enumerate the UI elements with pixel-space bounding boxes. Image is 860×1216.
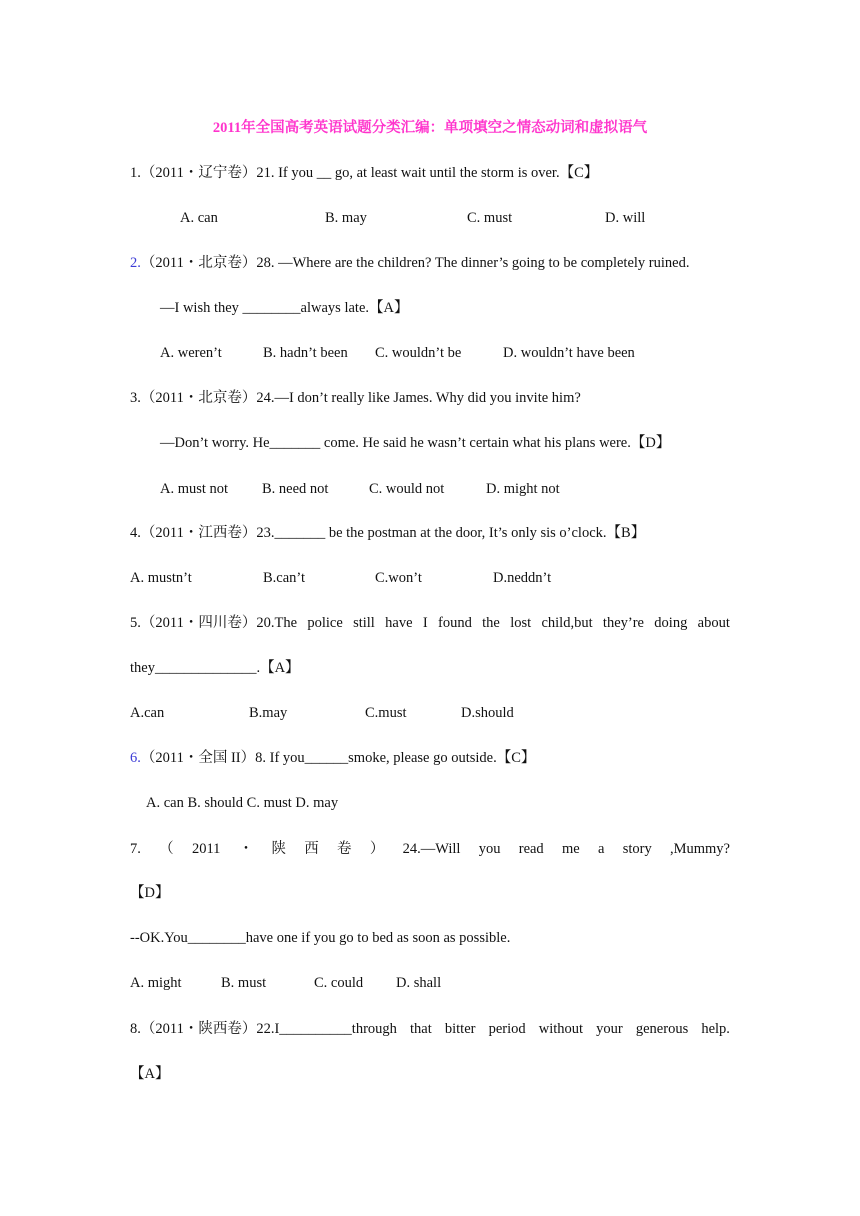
q5-option-d: D.should xyxy=(461,705,514,721)
q7-word: you xyxy=(478,841,501,857)
q5-word: about xyxy=(697,615,730,631)
q2-option-c: C. wouldn’t be xyxy=(375,345,462,361)
q3-option-c: C. would not xyxy=(369,481,445,497)
q8-word: help. xyxy=(701,1021,730,1037)
question-7-stem xyxy=(130,839,730,859)
q5-word: I xyxy=(422,615,428,631)
question-6-options: A. can B. should C. must D. may xyxy=(146,795,339,811)
question-3-reply: —Don’t worry. He_______ come. He said he wasn’t certain what his plans were.【D】 xyxy=(160,435,671,451)
q5-option-c: C.must xyxy=(365,705,407,721)
q2-option-b: B. hadn’t been xyxy=(263,345,348,361)
page-title: 2011年全国高考英语试题分类汇编：单项填空之情态动词和虚拟语气 xyxy=(212,120,648,136)
question-5-stem xyxy=(130,613,730,633)
question-4-stem: 4.（2011・江西卷）23._______ be the postman at the door, It’s only sis o’clock.【B】 xyxy=(130,525,646,541)
question-2-text: （2011・北京卷）28. —Where are the children? The dinner’s going to be completely ruined. xyxy=(140,255,690,271)
q7-word: ,Mummy? xyxy=(669,841,730,857)
question-6-number: 6. xyxy=(130,750,141,766)
q2-option-a: A. weren’t xyxy=(160,345,222,361)
q7-word: story xyxy=(622,841,652,857)
q7-word: ） xyxy=(369,841,385,857)
q5-word: have xyxy=(385,615,413,631)
question-8-answer: 【A】 xyxy=(130,1066,170,1082)
q7-word: 陕 xyxy=(271,841,286,857)
question-2-number: 2. xyxy=(130,255,141,271)
q7-option-b: B. must xyxy=(221,975,267,991)
q3-option-d: D. might not xyxy=(486,481,560,497)
q7-word: ・ xyxy=(238,841,254,857)
q7-word: a xyxy=(597,841,605,857)
q5-word: still xyxy=(353,615,375,631)
q5-option-b: B.may xyxy=(249,705,288,721)
q7-word: （ xyxy=(159,841,174,857)
q5-word: they’re xyxy=(602,615,644,631)
question-5-stem-end: they______________.【A】 xyxy=(130,660,300,676)
q1-option-a: A. can xyxy=(180,210,218,226)
q4-option-b: B.can’t xyxy=(263,570,306,586)
q8-word: that xyxy=(410,1021,432,1037)
question-2-reply: —I wish they ________always late.【A】 xyxy=(160,300,409,316)
question-1-stem: 1.（2011・辽宁卷）21. If you __ go, at least wait until the storm is over.【C】 xyxy=(130,165,599,181)
q1-option-c: C. must xyxy=(467,210,513,226)
q1-option-b: B. may xyxy=(325,210,367,226)
q3-option-a: A. must not xyxy=(160,481,229,497)
question-2-stem xyxy=(130,253,689,273)
q7-word: 卷 xyxy=(337,841,352,857)
q4-option-a: A. mustn’t xyxy=(130,570,192,586)
q7-option-a: A. might xyxy=(130,975,182,991)
q8-word: period xyxy=(488,1021,526,1037)
q8-word: bitter xyxy=(444,1021,476,1037)
q4-option-c: C.won’t xyxy=(375,570,422,586)
question-6-stem xyxy=(130,748,535,768)
q3-option-b: B. need not xyxy=(262,481,329,497)
q7-option-d: D. shall xyxy=(396,975,442,991)
q7-option-c: C. could xyxy=(314,975,364,991)
q4-option-d: D.neddn’t xyxy=(493,570,552,586)
q7-word: me xyxy=(561,841,580,857)
q2-option-d: D. wouldn’t have been xyxy=(503,345,635,361)
q7-word: 24.—Will xyxy=(402,841,461,857)
q5-word: police xyxy=(307,615,343,631)
question-3-stem: 3.（2011・北京卷）24.—I don’t really like James. Why did you invite him? xyxy=(130,390,581,406)
q5-word: lost xyxy=(510,615,532,631)
q8-word: generous xyxy=(635,1021,689,1037)
question-6-text: （2011・全国 II）8. If you______smoke, please go outside.【C】 xyxy=(140,750,536,766)
question-7-answer: 【D】 xyxy=(130,885,170,901)
q7-word: read xyxy=(518,841,544,857)
q5-word: 5.（2011・四川卷）20.The xyxy=(130,615,298,631)
q8-word: 8.（2011・陕西卷）22.I__________through xyxy=(130,1021,397,1037)
q7-word: 7. xyxy=(130,841,141,857)
q8-word: your xyxy=(596,1021,623,1037)
q1-option-d: D. will xyxy=(605,210,646,226)
q5-option-a: A.can xyxy=(130,705,165,721)
q5-word: found xyxy=(438,615,472,631)
question-8-stem xyxy=(130,1019,730,1039)
q7-word: 2011 xyxy=(191,841,221,857)
q5-word: the xyxy=(482,615,500,631)
q7-word: 西 xyxy=(304,841,319,857)
q5-word: doing xyxy=(654,615,688,631)
question-7-reply: --OK.You________have one if you go to bed as soon as possible. xyxy=(130,930,511,946)
q8-word: without xyxy=(538,1021,584,1037)
q5-word: child,but xyxy=(541,615,593,631)
